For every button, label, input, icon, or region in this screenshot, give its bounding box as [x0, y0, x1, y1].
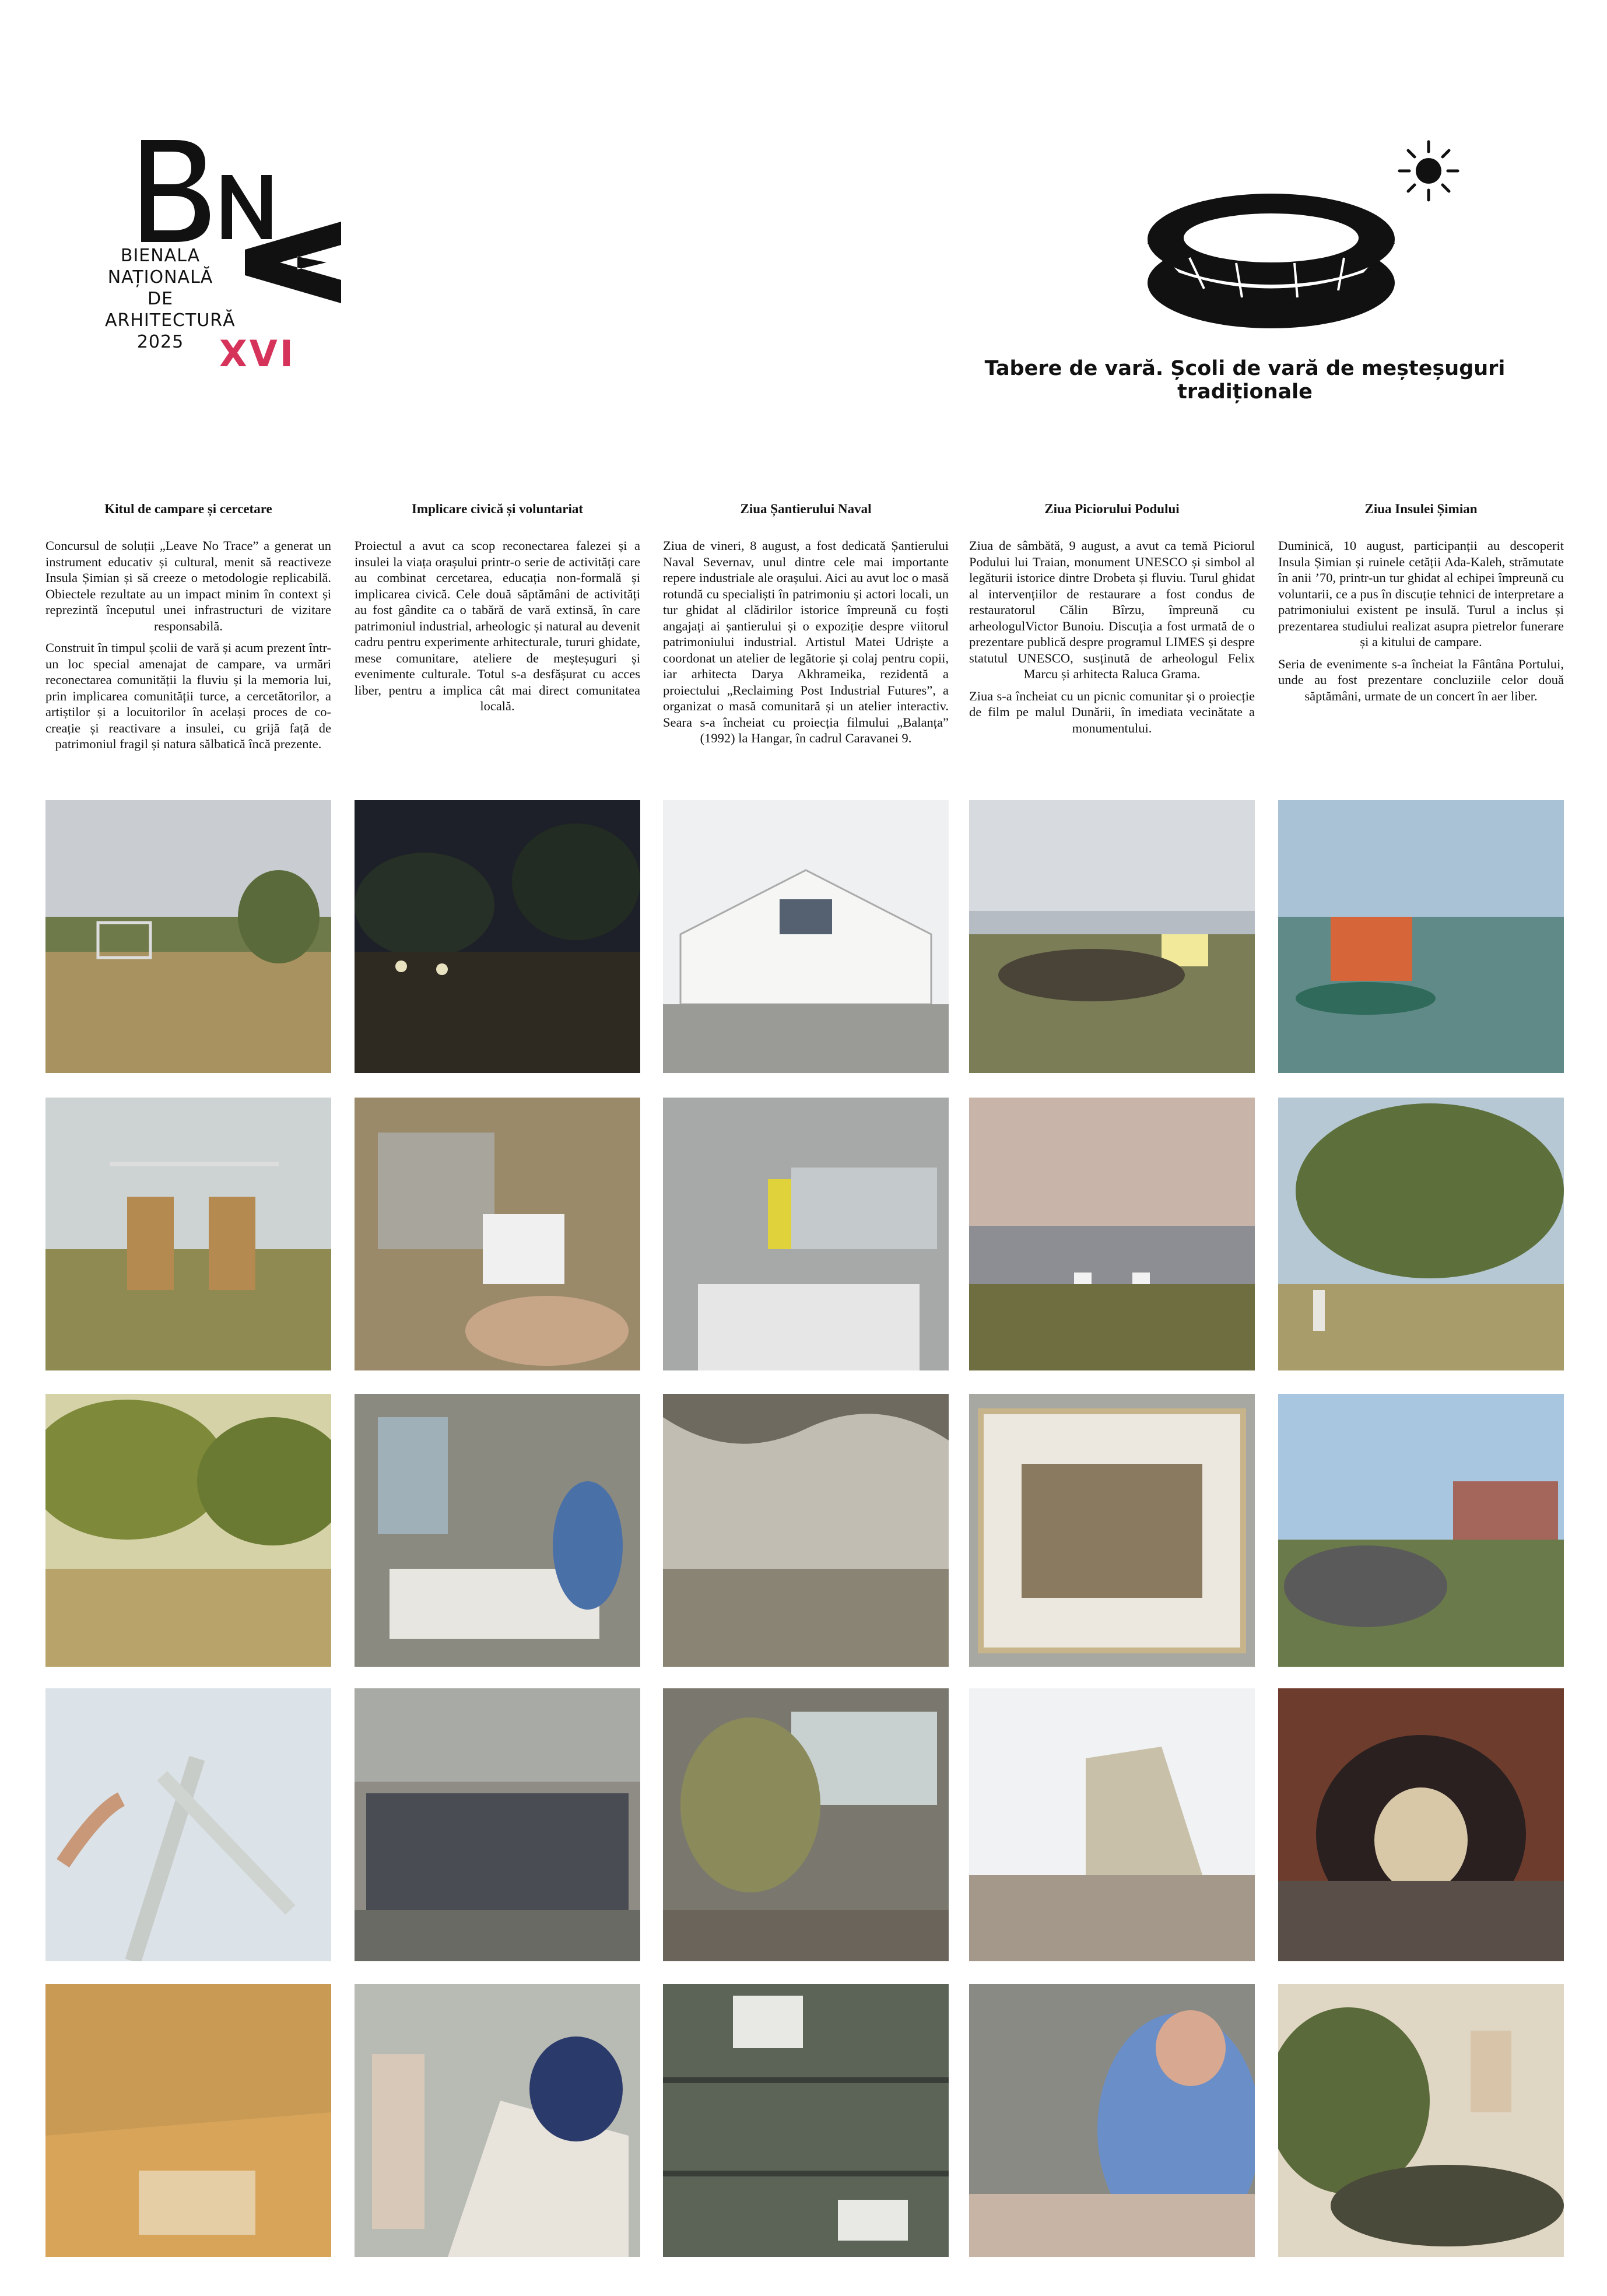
- photo-riverside-screening: [969, 800, 1255, 1073]
- photo-workshop-hall: [355, 1394, 640, 1667]
- photo-cemetery-tour: [1278, 1098, 1564, 1370]
- column-paragraph: Ziua s-a încheiat cu un picnic comunitar și o proiecție de film pe malul Dunării, în imediata vecinătate a monumentului.: [969, 688, 1255, 735]
- photo-framed-ruin: [969, 1394, 1255, 1667]
- logo-line: DE: [147, 289, 174, 309]
- photo-archaeologist: [969, 1984, 1255, 2257]
- photo-forest-clearing: [45, 1394, 331, 1667]
- photo-canoes: [1278, 800, 1564, 1073]
- column-island-day: [1278, 502, 1564, 710]
- column-title: Ziua Insulei Șimian: [1364, 502, 1478, 516]
- photo-drawing-table: [355, 1984, 640, 2257]
- column-paragraph: Duminică, 10 august, participanții au descoperit Insula Șimian și ruinele cetății Ada-Kaleh, strămutate în anii ’70, printr-un tur ghidat al echipei împreună cu voluntarii, ce a pus în discuție tehnici de interpretare a patrimoniului existent pe insulă. Turul a inclus și prezentarea studiului realizat asupra pietrelor funerare și a kitului de campare.: [1278, 538, 1564, 649]
- photo-exhibition-shelves: [663, 1984, 949, 2257]
- photo-white-hall: [663, 800, 949, 1073]
- photo-fabric-installation: [663, 1394, 949, 1667]
- bna-logo: [105, 140, 362, 414]
- column-paragraph: Construit în timpul școlii de vară și acum prezent într-un loc special amenajat de campare, va urmări reconectarea comunității la fluviu și la memoria lui, prin implicarea comunității turce, a cercetătorilor, a artiștilor și a locuitorilor în același proces de co-creație și reactivare a insulei, cu grijă față de patrimoniul fragil și natura sălbatică încă prezente.: [45, 640, 331, 751]
- column-shipyard-day: [663, 502, 949, 752]
- photo-night-camp: [355, 800, 640, 1073]
- column-paragraph: Ziua de vineri, 8 august, a fost dedicată Șantierului Naval Severnav, unul dintre cele mai importante repere industriale ale orașului. Aici au avut loc o masă rotundă cu specialiști în patrimoniu și actori locali, un tur ghidat al clădirilor istorice împreună cu foști angajați ai șantierului și o expoziție despre viitorul patrimoniului industrial. Artistul Matei Udriște a coordonat un atelier de legătorie și colaj pentru copii, iar arhitecta Darya Akhrameika, rezidentă a proiectului „Reclaiming Post Industrial Futures”, a organizat o masă comunitară și un atelier interactiv. Seara s-a încheiat cu proiecția filmului „Balanța” (1992) la Hangar, în cadrul Caravanei 9.: [663, 538, 949, 745]
- photo-group-portrait: [355, 1688, 640, 1961]
- column-title: Ziua Șantierului Naval: [740, 502, 872, 516]
- column-paragraph: Proiectul a avut ca scop reconectarea falezei și a insulei la viața orașului printr-o serie de activități care au combinat cercetarea, educația non-formală și implicarea civică. Cele două săptămâni de activități au fost gândite ca o tabără de vară extinsă, în care patrimoniul industrial, arheologic și natural au devenit cadru pentru experimente arhitecturale, tururi ghidate, mese comunitare, ateliere de meșteșuguri și evenimente culturale. Totul s-a desfășurat cu acces liber, pentru a implica cât mai direct comunitatea locală.: [355, 538, 640, 713]
- column-camping-kit: [45, 502, 331, 758]
- photo-wooden-boards: [45, 1984, 331, 2257]
- bowl-pavilion-icon: [1143, 187, 1399, 341]
- photo-fountain-concert: [1278, 1984, 1564, 2257]
- logo-line: ARHITECTURĂ: [105, 310, 236, 331]
- logo-caption: [105, 245, 236, 353]
- column-bridge-day: [969, 502, 1255, 742]
- logo-line: 2025: [136, 332, 184, 352]
- photo-metal-frame: [45, 1688, 331, 1961]
- edition-number: XVI: [219, 332, 296, 375]
- column-civic-involvement: [355, 502, 640, 720]
- column-paragraph: Seria de evenimente s-a încheiat la Fântâna Portului, unde au fost prezentare concluziile celor două săptămâni, urmate de un concert în aer liber.: [1278, 656, 1564, 703]
- photo-cardboard-panels: [45, 1098, 331, 1370]
- column-paragraph: Concursul de soluții „Leave No Trace” a generat un instrument educativ și cultural, menit să reactiveze Insula Șimian și să creeze o metodologie replicabilă. Obiectele rezultate au un impact minim în context și reprezintă începutul unei infrastructuri de vizitare responsabilă.: [45, 538, 331, 633]
- column-paragraph: Ziua de sâmbătă, 9 august, a avut ca temă Piciorul Podului lui Traian, monument UNESCO și simbol al legăturii istorice dintre Drobeta și fluviu. Turul ghidat al intervențiilor de restaurare a fost condus de restauratorul Călin Bîrzu, împreună cu arheologulVictor Bunoiu. Discuția a fost urmată de o prezentare publică despre programul LIMES și despre statutul UNESCO, susținută de arheologul Felix Marcu și arhitecta Raluca Grama.: [969, 538, 1255, 681]
- photo-sunset-danube: [969, 1098, 1255, 1370]
- photo-survey-team: [355, 1098, 640, 1370]
- photo-brick-vault: [1278, 1688, 1564, 1961]
- photo-community-table: [663, 1098, 949, 1370]
- column-title: Implicare civică și voluntariat: [411, 502, 584, 516]
- column-title: Ziua Piciorului Podului: [1044, 502, 1180, 516]
- photo-hall-plants: [663, 1688, 949, 1961]
- photo-field-swing: [45, 800, 331, 1073]
- column-title: Kitul de campare și cercetare: [104, 502, 272, 516]
- page-subtitle: Tabere de vară. Școli de vară de meșteșuguri tradiționale: [984, 357, 1506, 404]
- logo-line: NAȚIONALĂ: [107, 267, 213, 288]
- logo-line: BIENALA: [120, 246, 201, 266]
- photo-fortress-gate: [1278, 1394, 1564, 1667]
- photo-bridge-pillar: [969, 1688, 1255, 1961]
- sun-icon: [1397, 139, 1461, 206]
